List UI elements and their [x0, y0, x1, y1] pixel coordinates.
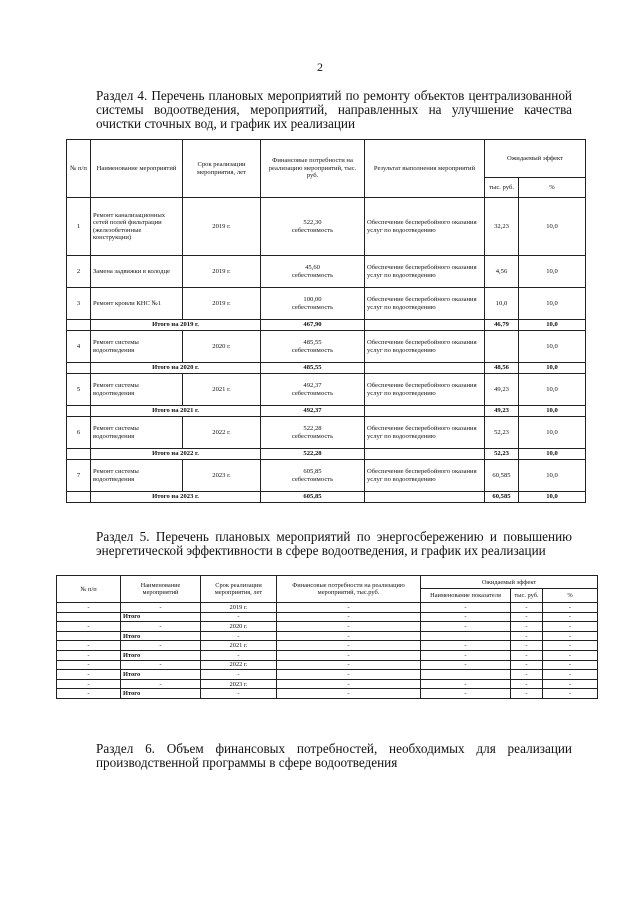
row-finance-cell [261, 198, 365, 256]
section4-title: Раздел 4. Перечень плановых мероприятий по ремонту объектов централизованной системы водоотведения, мероприятий, направленных на улучшение качества очистки сточных вод, и график их реализации [96, 88, 572, 131]
row-result: Обеспечение бесперебойного оказания услуг по водоотведению [365, 417, 485, 449]
row-effect-rub: 10,0 [485, 288, 519, 320]
table-total-row [57, 650, 598, 660]
row-result-cell [365, 449, 485, 460]
row-result-cell [365, 492, 485, 503]
s5-header-finance: Финансовые потребности на реализацию мероприятий, тыс.руб. [277, 576, 421, 603]
s5-row-pct: - [543, 631, 598, 641]
s5-row-finance: - [277, 650, 421, 660]
row-effect-rub: 48,56 [485, 363, 519, 374]
row-effect-rub: 49,23 [485, 406, 519, 417]
s5-row-rub: - [511, 612, 543, 622]
s5-row-pct: - [543, 689, 598, 699]
row-amount: 605,85 [261, 492, 365, 503]
col-header-effect-pct: % [519, 178, 586, 198]
row-amount: 45,60 [305, 264, 320, 272]
row-num-cell [67, 449, 91, 460]
s5-row-year: 2022 г. [201, 660, 277, 670]
s5-row-rub: - [511, 641, 543, 651]
row-result: Обеспечение бесперебойного оказания услуг по водоотведению [365, 374, 485, 406]
s5-row-name: Итого [121, 670, 201, 680]
s5-row-pct: - [543, 670, 598, 680]
row-effect-rub: 49,23 [485, 374, 519, 406]
s5-row-num: - [57, 670, 121, 680]
row-num: 4 [67, 331, 91, 363]
row-effect-rub: 46,79 [485, 320, 519, 331]
s5-row-rub: - [511, 622, 543, 632]
s5-header-indicator: Наименование показателя [421, 589, 511, 603]
row-finance-cell [261, 256, 365, 288]
table-total-row [57, 689, 598, 699]
row-num: 3 [67, 288, 91, 320]
row-amount: 467,90 [261, 320, 365, 331]
s5-row-num: - [57, 641, 121, 651]
row-cost-note: себестоимость [291, 346, 334, 354]
s5-header-num: № п/п [57, 576, 121, 603]
row-effect-pct: 10,0 [519, 492, 586, 503]
s5-row-year: 2020 г. [201, 622, 277, 632]
row-result-cell [365, 406, 485, 417]
s5-row-finance: - [277, 660, 421, 670]
row-total-label: Итого на 2022 г. [91, 449, 261, 460]
s5-row-num: - [57, 660, 121, 670]
col-header-effect-rub: тыс. руб. [485, 178, 519, 198]
row-cost-note: себестоимость [291, 271, 334, 279]
row-name: Замена задвижки в колодце [91, 256, 183, 288]
row-amount: 522,28 [261, 449, 365, 460]
s5-row-indicator: - [421, 679, 511, 689]
row-effect-rub: 60,585 [485, 460, 519, 492]
row-num: 2 [67, 256, 91, 288]
s5-row-finance: - [277, 612, 421, 622]
section5-title: Раздел 5. Перечень плановых мероприятий по энергосбережению и повышению энергетической эффективности в сфере водоотведения, и график их реализации [96, 529, 572, 558]
s5-row-finance: - [277, 603, 421, 613]
s5-row-pct: - [543, 622, 598, 632]
s5-row-year: 2019 г. [201, 603, 277, 613]
s5-row-num: - [57, 603, 121, 613]
s5-row-name: Итого [121, 631, 201, 641]
s5-row-name: Итого [121, 612, 201, 622]
s5-row-rub: - [511, 631, 543, 641]
table-row [67, 288, 586, 320]
s5-header-pct: % [543, 589, 598, 603]
s5-row-name: - [121, 660, 201, 670]
row-effect-rub: 4,56 [485, 256, 519, 288]
s5-row-num: - [57, 689, 121, 699]
s5-row-rub: - [511, 670, 543, 680]
s5-row-rub: - [511, 650, 543, 660]
s5-row-num [57, 612, 121, 622]
row-total-label: Итого на 2019 г. [91, 320, 261, 331]
row-name: Ремонт канализационных сетей полей фильтрации (железобетонные конструкции) [91, 198, 183, 256]
row-year: 2022 г. [183, 417, 261, 449]
s5-row-finance: - [277, 689, 421, 699]
s5-row-name: Итого [121, 689, 201, 699]
s5-row-indicator: - [421, 622, 511, 632]
section6-title: Раздел 6. Объем финансовых потребностей, необходимых для реализации производственной программы в сфере водоотведения [96, 741, 572, 770]
row-amount: 485,55 [303, 339, 322, 347]
table-total-row [67, 492, 586, 503]
s5-row-indicator [421, 670, 511, 680]
s5-row-num: - [57, 650, 121, 660]
s5-row-year: - [201, 631, 277, 641]
table-row [67, 331, 586, 363]
row-year: 2019 г. [183, 198, 261, 256]
s5-row-num: - [57, 679, 121, 689]
table-total-row [67, 449, 586, 460]
s5-row-year: - [201, 612, 277, 622]
table-row [57, 622, 598, 632]
row-num: 7 [67, 460, 91, 492]
row-result-cell [365, 320, 485, 331]
s5-row-indicator: - [421, 689, 511, 699]
s5-row-pct: - [543, 612, 598, 622]
row-effect-rub: 52,23 [485, 449, 519, 460]
row-result: Обеспечение бесперебойного оказания услуг по водоотведению [365, 331, 485, 363]
s5-row-name: - [121, 679, 201, 689]
row-effect-pct: 10,0 [519, 449, 586, 460]
s5-row-name: Итого [121, 650, 201, 660]
s5-row-finance: - [277, 679, 421, 689]
table-row [67, 198, 586, 256]
col-header-term: Срок реализации мероприятия, лет [183, 140, 261, 198]
table-row [57, 641, 598, 651]
row-num: 5 [67, 374, 91, 406]
row-effect-rub: 32,23 [485, 198, 519, 256]
s5-row-indicator: - [421, 612, 511, 622]
row-year: 2021 г. [183, 374, 261, 406]
row-effect-rub [485, 331, 519, 363]
s5-row-rub: - [511, 660, 543, 670]
s5-row-year: - [201, 650, 277, 660]
row-finance-cell [261, 417, 365, 449]
table-total-row [57, 670, 598, 680]
row-amount: 605,85 [303, 468, 322, 476]
row-cost-note: себестоимость [291, 226, 334, 234]
s5-row-rub: - [511, 679, 543, 689]
row-effect-pct: 10,0 [519, 460, 586, 492]
row-effect-rub: 60,585 [485, 492, 519, 503]
row-num-cell [67, 363, 91, 374]
row-num: 1 [67, 198, 91, 256]
table-row [67, 256, 586, 288]
s5-row-year: - [201, 670, 277, 680]
s5-row-num: - [57, 622, 121, 632]
s5-row-pct: - [543, 641, 598, 651]
row-effect-pct: 10,0 [519, 417, 586, 449]
s5-row-finance: - [277, 622, 421, 632]
row-result: Обеспечение бесперебойного оказания услуг по водоотведению [365, 460, 485, 492]
table-row [57, 660, 598, 670]
row-cost-note: себестоимость [291, 432, 334, 440]
row-effect-pct: 10,0 [519, 331, 586, 363]
row-result-cell [365, 363, 485, 374]
s5-row-pct: - [543, 660, 598, 670]
row-finance-cell [261, 331, 365, 363]
s5-row-pct: - [543, 603, 598, 613]
row-year: 2019 г. [183, 288, 261, 320]
s5-row-finance: - [277, 631, 421, 641]
row-num: 6 [67, 417, 91, 449]
s5-row-rub: - [511, 689, 543, 699]
row-name: Ремонт системы водоотведения [91, 374, 183, 406]
row-cost-note: себестоимость [291, 475, 334, 483]
col-header-name: Наименование мероприятий [91, 140, 183, 198]
s5-row-year: 2023 г. [201, 679, 277, 689]
s5-row-finance: - [277, 641, 421, 651]
row-effect-pct: 10,0 [519, 374, 586, 406]
s5-row-indicator: - [421, 650, 511, 660]
s5-header-term: Срок реализации мероприятия, лет [201, 576, 277, 603]
s5-row-name: - [121, 641, 201, 651]
table-total-row [57, 612, 598, 622]
s5-row-name: - [121, 603, 201, 613]
row-effect-pct: 10,0 [519, 256, 586, 288]
table-row [67, 417, 586, 449]
s5-row-indicator: - [421, 660, 511, 670]
row-amount: 100,00 [303, 296, 322, 304]
section5-table [56, 575, 598, 699]
row-amount: 485,55 [261, 363, 365, 374]
row-effect-pct: 10,0 [519, 406, 586, 417]
row-amount: 492,37 [261, 406, 365, 417]
table-row [57, 603, 598, 613]
s5-header-name: Наименование мероприятий [121, 576, 201, 603]
table-total-row [57, 631, 598, 641]
s5-row-year: 2021 г. [201, 641, 277, 651]
row-amount: 522,28 [303, 425, 322, 433]
table-total-row [67, 363, 586, 374]
s5-header-effect: Ожидаемый эффект [421, 576, 598, 589]
section4-table [66, 139, 586, 503]
row-effect-pct: 10,0 [519, 363, 586, 374]
s5-row-num [57, 631, 121, 641]
row-name: Ремонт системы водоотведения [91, 460, 183, 492]
s5-header-rub: тыс. руб. [511, 589, 543, 603]
s5-row-indicator: - [421, 603, 511, 613]
row-finance-cell [261, 460, 365, 492]
s5-row-name: - [121, 622, 201, 632]
row-num-cell [67, 492, 91, 503]
row-result: Обеспечение бесперебойного оказания услуг по водоотведению [365, 288, 485, 320]
table-row [67, 460, 586, 492]
row-effect-pct: 10,0 [519, 198, 586, 256]
s5-row-indicator [421, 631, 511, 641]
s5-row-finance: - [277, 670, 421, 680]
s5-row-pct: - [543, 679, 598, 689]
row-year: 2019 г. [183, 256, 261, 288]
s5-row-pct: - [543, 650, 598, 660]
row-result: Обеспечение бесперебойного оказания услуг по водоотведению [365, 256, 485, 288]
s5-row-indicator: - [421, 641, 511, 651]
table-total-row [67, 406, 586, 417]
row-year: 2020 г. [183, 331, 261, 363]
row-total-label: Итого на 2023 г. [91, 492, 261, 503]
col-header-finance: Финансовые потребности на реализацию мероприятий, тыс. руб. [261, 140, 365, 198]
col-header-effect: Ожидаемый эффект [485, 140, 586, 178]
row-effect-rub: 52,23 [485, 417, 519, 449]
page-number: 2 [317, 60, 323, 74]
row-num-cell [67, 320, 91, 331]
row-effect-pct: 10,0 [519, 320, 586, 331]
row-cost-note: себестоимость [291, 389, 334, 397]
s5-row-rub: - [511, 603, 543, 613]
table-total-row [67, 320, 586, 331]
table-row [67, 374, 586, 406]
row-year: 2023 г. [183, 460, 261, 492]
row-result: Обеспечение бесперебойного оказания услуг по водоотведению [365, 198, 485, 256]
col-header-num: № п/п [67, 140, 91, 198]
row-name: Ремонт системы водоотведения [91, 331, 183, 363]
row-amount: 492,37 [303, 382, 322, 390]
s5-row-year: - [201, 689, 277, 699]
row-finance-cell [261, 374, 365, 406]
table-row [57, 679, 598, 689]
row-total-label: Итого на 2021 г. [91, 406, 261, 417]
row-num-cell [67, 406, 91, 417]
row-amount: 522,30 [303, 219, 322, 227]
row-total-label: Итого на 2020 г. [91, 363, 261, 374]
row-name: Ремонт кровли КНС №1 [91, 288, 183, 320]
col-header-result: Результат выполнения мероприятий [365, 140, 485, 198]
row-cost-note: себестоимость [291, 303, 334, 311]
row-name: Ремонт системы водоотведения [91, 417, 183, 449]
row-finance-cell [261, 288, 365, 320]
row-effect-pct: 10,0 [519, 288, 586, 320]
